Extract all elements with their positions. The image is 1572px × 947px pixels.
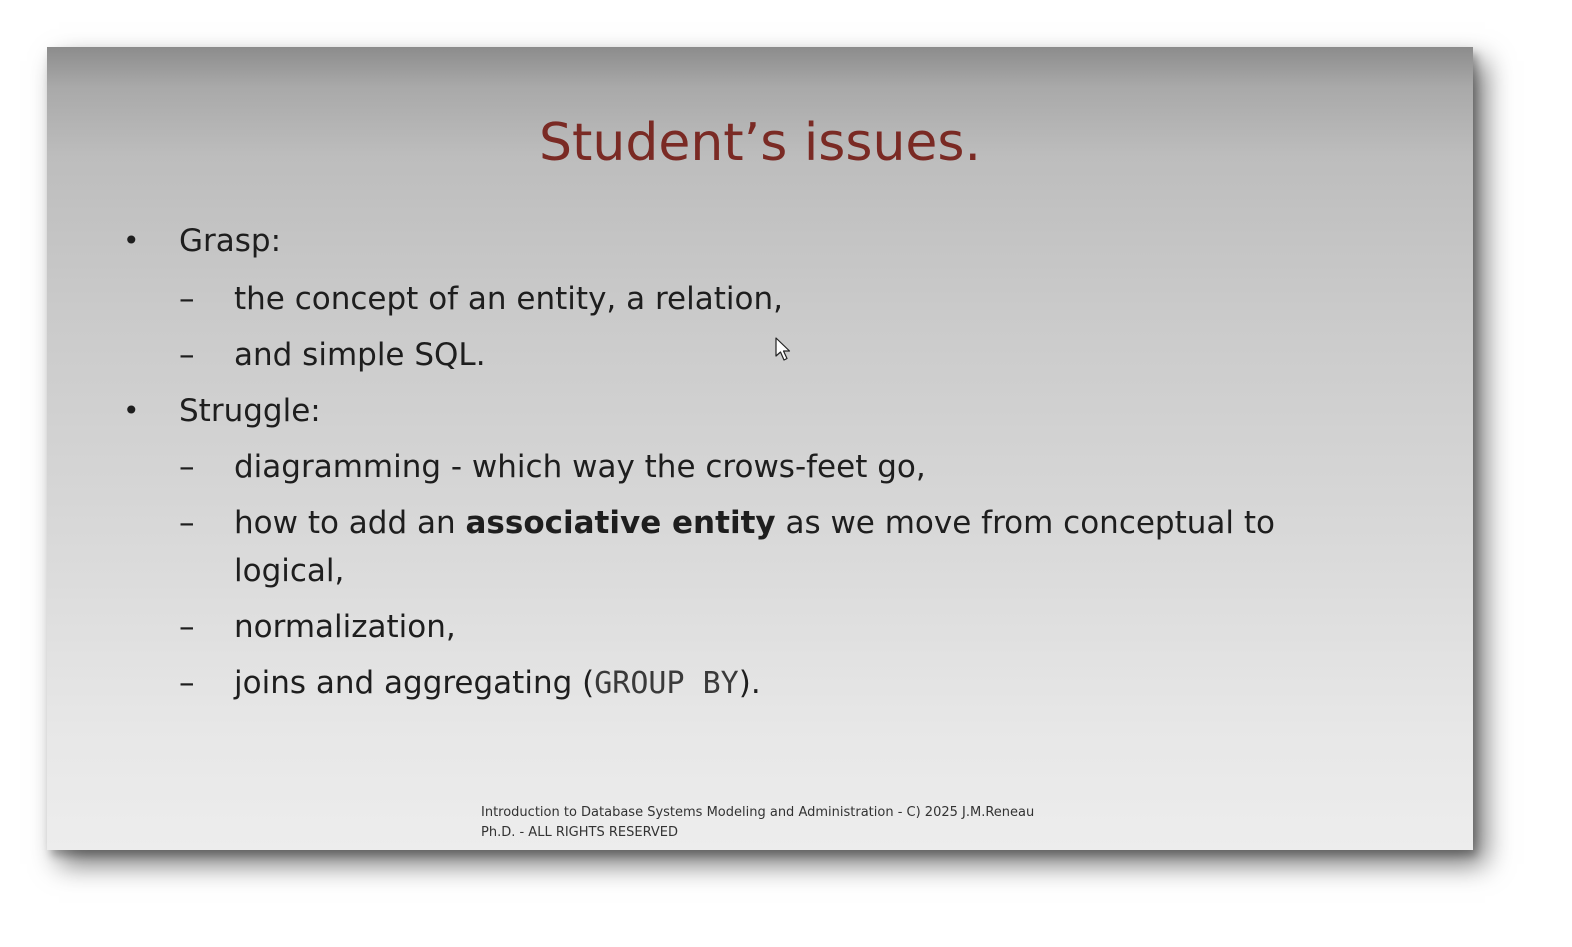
dash-marker: –	[179, 505, 195, 541]
sub-item-text: the concept of an entity, a relation,	[234, 281, 783, 317]
dash-marker: –	[179, 449, 195, 485]
text-segment: joins and aggregating (	[234, 665, 595, 701]
slide-title: Student’s issues.	[538, 113, 982, 173]
dash-marker: –	[179, 281, 195, 317]
footer-line: Introduction to Database Systems Modeling and Administration - C) 2025 J.M.Reneau	[481, 805, 1035, 820]
mouse-pointer-icon	[775, 337, 795, 363]
text-segment: as we move from conceptual to logical,	[234, 505, 1275, 589]
bullet-marker: •	[123, 394, 140, 427]
sub-item-text	[234, 663, 761, 704]
bullet-label: Struggle:	[179, 393, 321, 429]
sub-item-text: diagramming - which way the crows-feet go,	[234, 449, 926, 485]
footer-line: Ph.D. - ALL RIGHTS RESERVED	[481, 825, 679, 840]
sub-item-text	[234, 499, 1354, 595]
dash-marker: –	[179, 665, 195, 701]
dash-marker: –	[179, 609, 195, 645]
sub-item-text: and simple SQL.	[234, 337, 486, 373]
slide-footer	[481, 803, 1101, 843]
text-segment: how to add an	[234, 505, 466, 541]
bullet-marker: •	[123, 224, 140, 257]
code-term: GROUP BY	[594, 666, 739, 701]
sub-item-text: normalization,	[234, 609, 456, 645]
dash-marker: –	[179, 337, 195, 373]
bold-term: associative entity	[465, 505, 776, 541]
bullet-label: Grasp:	[179, 223, 282, 259]
presentation-slide	[47, 47, 1473, 850]
text-segment: ).	[738, 665, 761, 701]
